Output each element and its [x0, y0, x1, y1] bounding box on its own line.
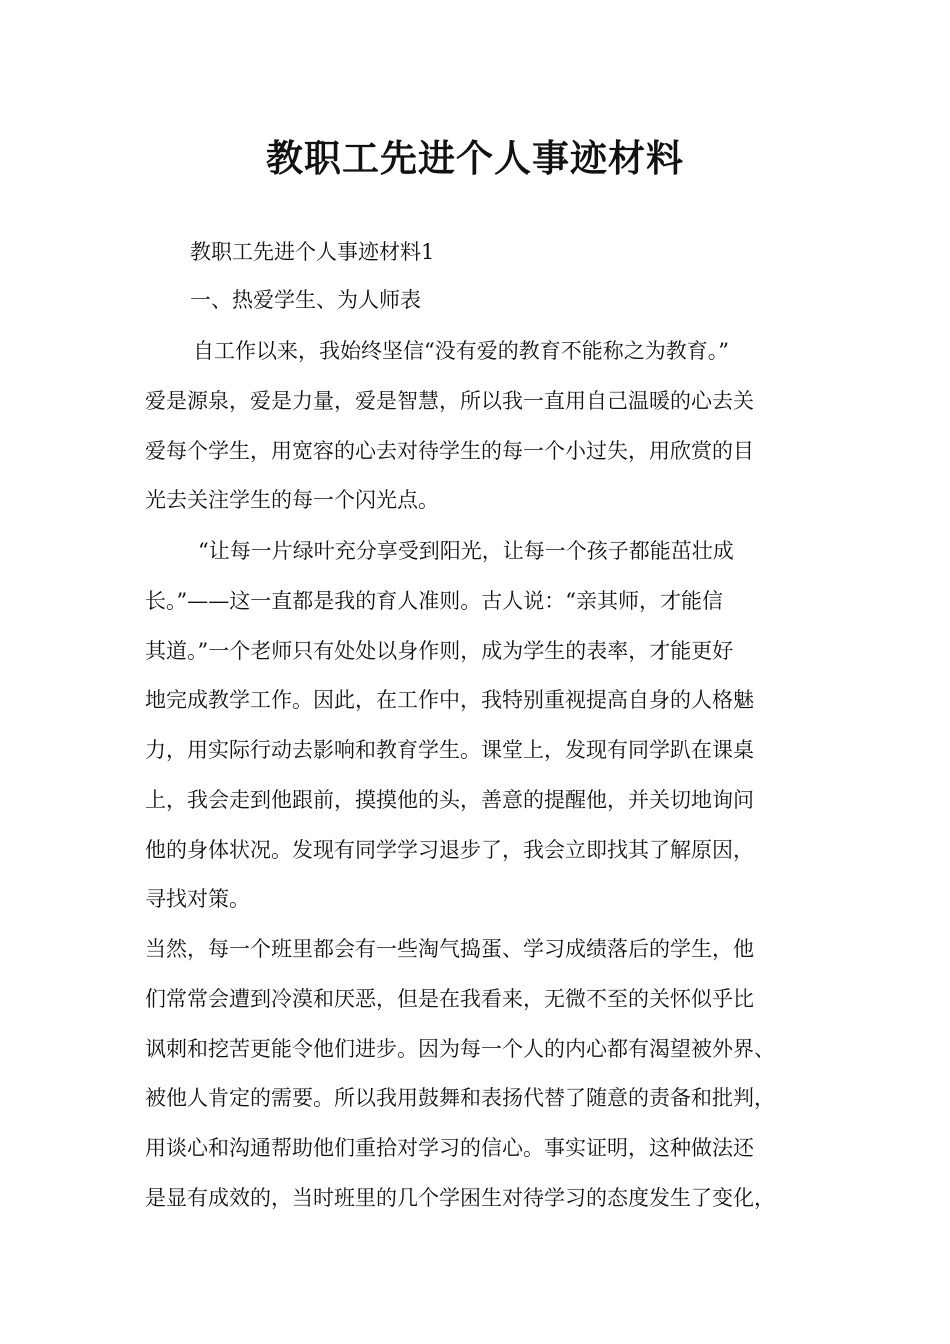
paragraph-line: 光去关注学生的每一个闪光点。 [145, 488, 439, 512]
paragraph-line: 们常常会遭到冷漠和厌恶，但是在我看来，无微不至的关怀似乎比 [145, 987, 754, 1011]
paragraph-line: 爱是源泉，爱是力量，爱是智慧，所以我一直用自己温暖的心去关 [145, 389, 754, 413]
subtitle-line: 教职工先进个人事迹材料1 [190, 240, 435, 264]
paragraph-line: 长。”——这一直都是我的育人准则。古人说：“亲其师，才能信 [145, 589, 723, 613]
paragraph-line: “让每一片绿叶充分享受到阳光，让每一个孩子都能茁壮成 [198, 539, 734, 563]
paragraph-line: 他的身体状况。发现有同学学习退步了，我会立即找其了解原因， [145, 838, 754, 862]
paragraph-line: 上，我会走到他跟前，摸摸他的头，善意的提醒他，并关切地询问 [145, 788, 754, 812]
paragraph-line: 地完成教学工作。因此，在工作中，我特别重视提高自身的人格魅 [145, 688, 754, 712]
paragraph-line: 被他人肯定的需要。所以我用鼓舞和表扬代替了随意的责备和批判， [145, 1086, 775, 1110]
paragraph-line: 讽刺和挖苦更能令他们进步。因为每一个人的内心都有渴望被外界、 [145, 1037, 775, 1061]
paragraph-line: 力，用实际行动去影响和教育学生。课堂上，发现有同学趴在课桌 [145, 738, 754, 762]
paragraph-line: 自工作以来，我始终坚信“没有爱的教育不能称之为教育。” [193, 339, 729, 363]
paragraph-line: 其道。”一个老师只有处处以身作则，成为学生的表率，才能更好 [145, 639, 734, 663]
paragraph-line: 当然，每一个班里都会有一些淘气捣蛋、学习成绩落后的学生，他 [145, 937, 754, 961]
paragraph-line: 用谈心和沟通帮助他们重拾对学习的信心。事实证明，这种做法还 [145, 1136, 754, 1160]
section-heading: 一、热爱学生、为人师表 [190, 288, 421, 312]
paragraph-line: 爱每个学生，用宽容的心去对待学生的每一个小过失，用欣赏的目 [145, 439, 754, 463]
paragraph-line: 寻找对策。 [145, 887, 250, 911]
document-title: 教职工先进个人事迹材料 [266, 137, 684, 180]
paragraph-line: 是显有成效的，当时班里的几个学困生对待学习的态度发生了变化， [145, 1186, 775, 1210]
